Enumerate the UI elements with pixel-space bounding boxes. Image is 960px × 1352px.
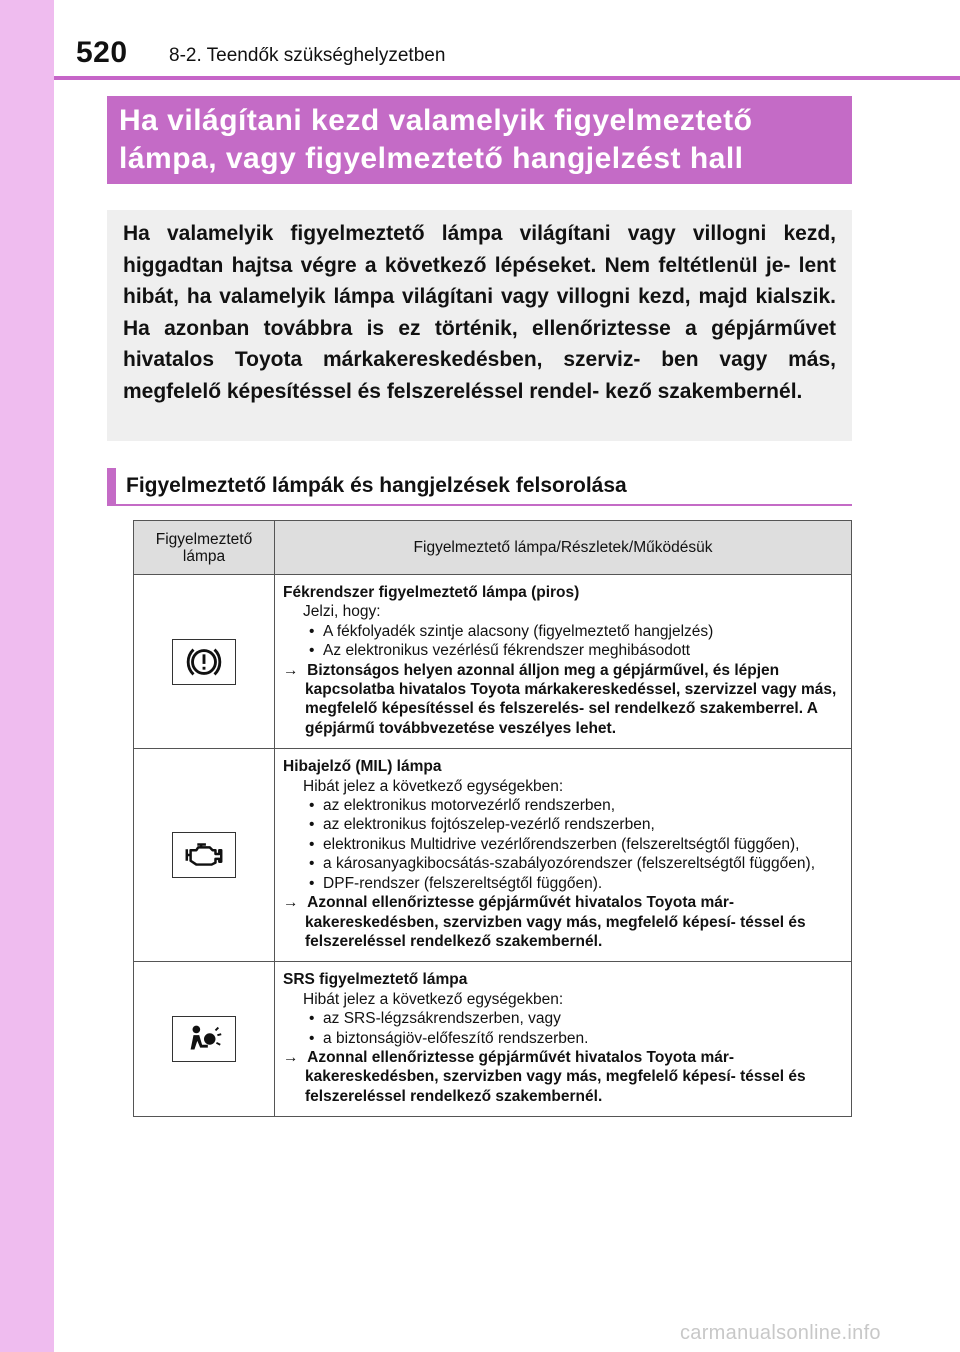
list-item: • az elektronikus fojtószelep-vezérlő rendszerben, xyxy=(309,816,655,834)
watermark: carmanualsonline.info xyxy=(680,1322,881,1344)
srs-airbag-icon xyxy=(172,1016,236,1062)
list-item: • az SRS-légzsákrendszerben, vagy xyxy=(309,1010,561,1028)
list-item: • elektronikus Multidrive vezérlőrendszerben (felszereltségtől függően), xyxy=(309,835,800,853)
check-engine-icon xyxy=(172,832,236,878)
list-item: • az elektronikus motorvezérlő rendszerben, xyxy=(309,797,616,815)
list-item: • a biztonságiöv-előfeszítő rendszerben. xyxy=(309,1029,589,1047)
action-text: → Biztonságos helyen azonnal álljon meg a gépjárművel, és lépjen kapcsolatba hivatalos Toyota márkakereskedéssel, szervizzel vagy más, megfelelő képesítéssel és felszerelés- sel rendelkező szakemberrel. A gépjármű továbbvezetése veszélyes lehet. xyxy=(283,661,837,737)
item-subtitle: Hibát jelez a következő egységekben: xyxy=(303,990,564,1008)
action-text: → Azonnal ellenőriztesse gépjárművét hivatalos Toyota már- kakereskedésben, szervizben vagy más, megfelelő képesí- téssel és felszereléssel rendelkező szakembernél. xyxy=(283,894,806,950)
table-header-row xyxy=(134,521,852,575)
item-title: Fékrendszer figyelmeztető lámpa (piros) xyxy=(283,584,580,601)
warning-lights-table xyxy=(133,520,852,1117)
brake-warning-icon xyxy=(172,639,236,685)
banner-line-2: lámpa, vagy figyelmeztető hangjelzést hall xyxy=(119,142,744,175)
column-header-details: Figyelmeztető lámpa/Részletek/Működésük xyxy=(275,521,852,575)
list-item: • DPF-rendszer (felszereltségtől függően). xyxy=(309,874,603,892)
side-strip xyxy=(0,0,54,1352)
column-header-light: Figyelmeztető lámpa xyxy=(134,521,275,575)
list-item: • Az elektronikus vezérlésű fékrendszer meghibásodott xyxy=(309,642,691,660)
intro-box: Ha valamelyik figyelmeztető lámpa világítani vagy villogni kezd, higgadtan hajtsa végre a következő lépéseket. Nem feltétlenül je- lent hibát, ha valamelyik lámpa világítani vagy villogni kezd, majd kialszik. Ha azonban továbbra is ez történik, ellenőriztesse a gépjárművet hivatalos Toyota márkakereskedésben, szerviz- ben vagy más, megfelelő képesítéssel és felszereléssel rendel- kező szakembernél. xyxy=(107,210,852,441)
header-divider xyxy=(54,76,960,80)
list-item: • a károsanyagkibocsátás-szabályozórendszer (felszereltségtől függően), xyxy=(309,855,816,873)
title-banner xyxy=(107,96,852,184)
item-title: Hibajelző (MIL) lámpa xyxy=(283,758,442,776)
table-row xyxy=(134,749,852,962)
section-heading: Figyelmeztető lámpák és hangjelzések felsorolása xyxy=(107,468,852,506)
item-subtitle: Jelzi, hogy: xyxy=(303,603,381,621)
table-row xyxy=(134,575,852,749)
banner-line-1: Ha világítani kezd valamelyik figyelmeztető xyxy=(119,104,753,137)
list-item: • A fékfolyadék szintje alacsony (figyelmeztető hangjelzés) xyxy=(309,622,714,640)
action-text: → Azonnal ellenőriztesse gépjárművét hivatalos Toyota már- kakereskedésben, szervizben vagy más, megfelelő képesí- téssel és felszereléssel rendelkező szakembernél. xyxy=(283,1048,806,1105)
chapter-title: 8-2. Teendők szükséghelyzetben xyxy=(169,45,446,66)
item-title: SRS figyelmeztető lámpa xyxy=(283,971,468,989)
table-row xyxy=(134,962,852,1117)
page-number: 520 xyxy=(76,36,128,69)
item-subtitle: Hibát jelez a következő egységekben: xyxy=(303,777,564,795)
